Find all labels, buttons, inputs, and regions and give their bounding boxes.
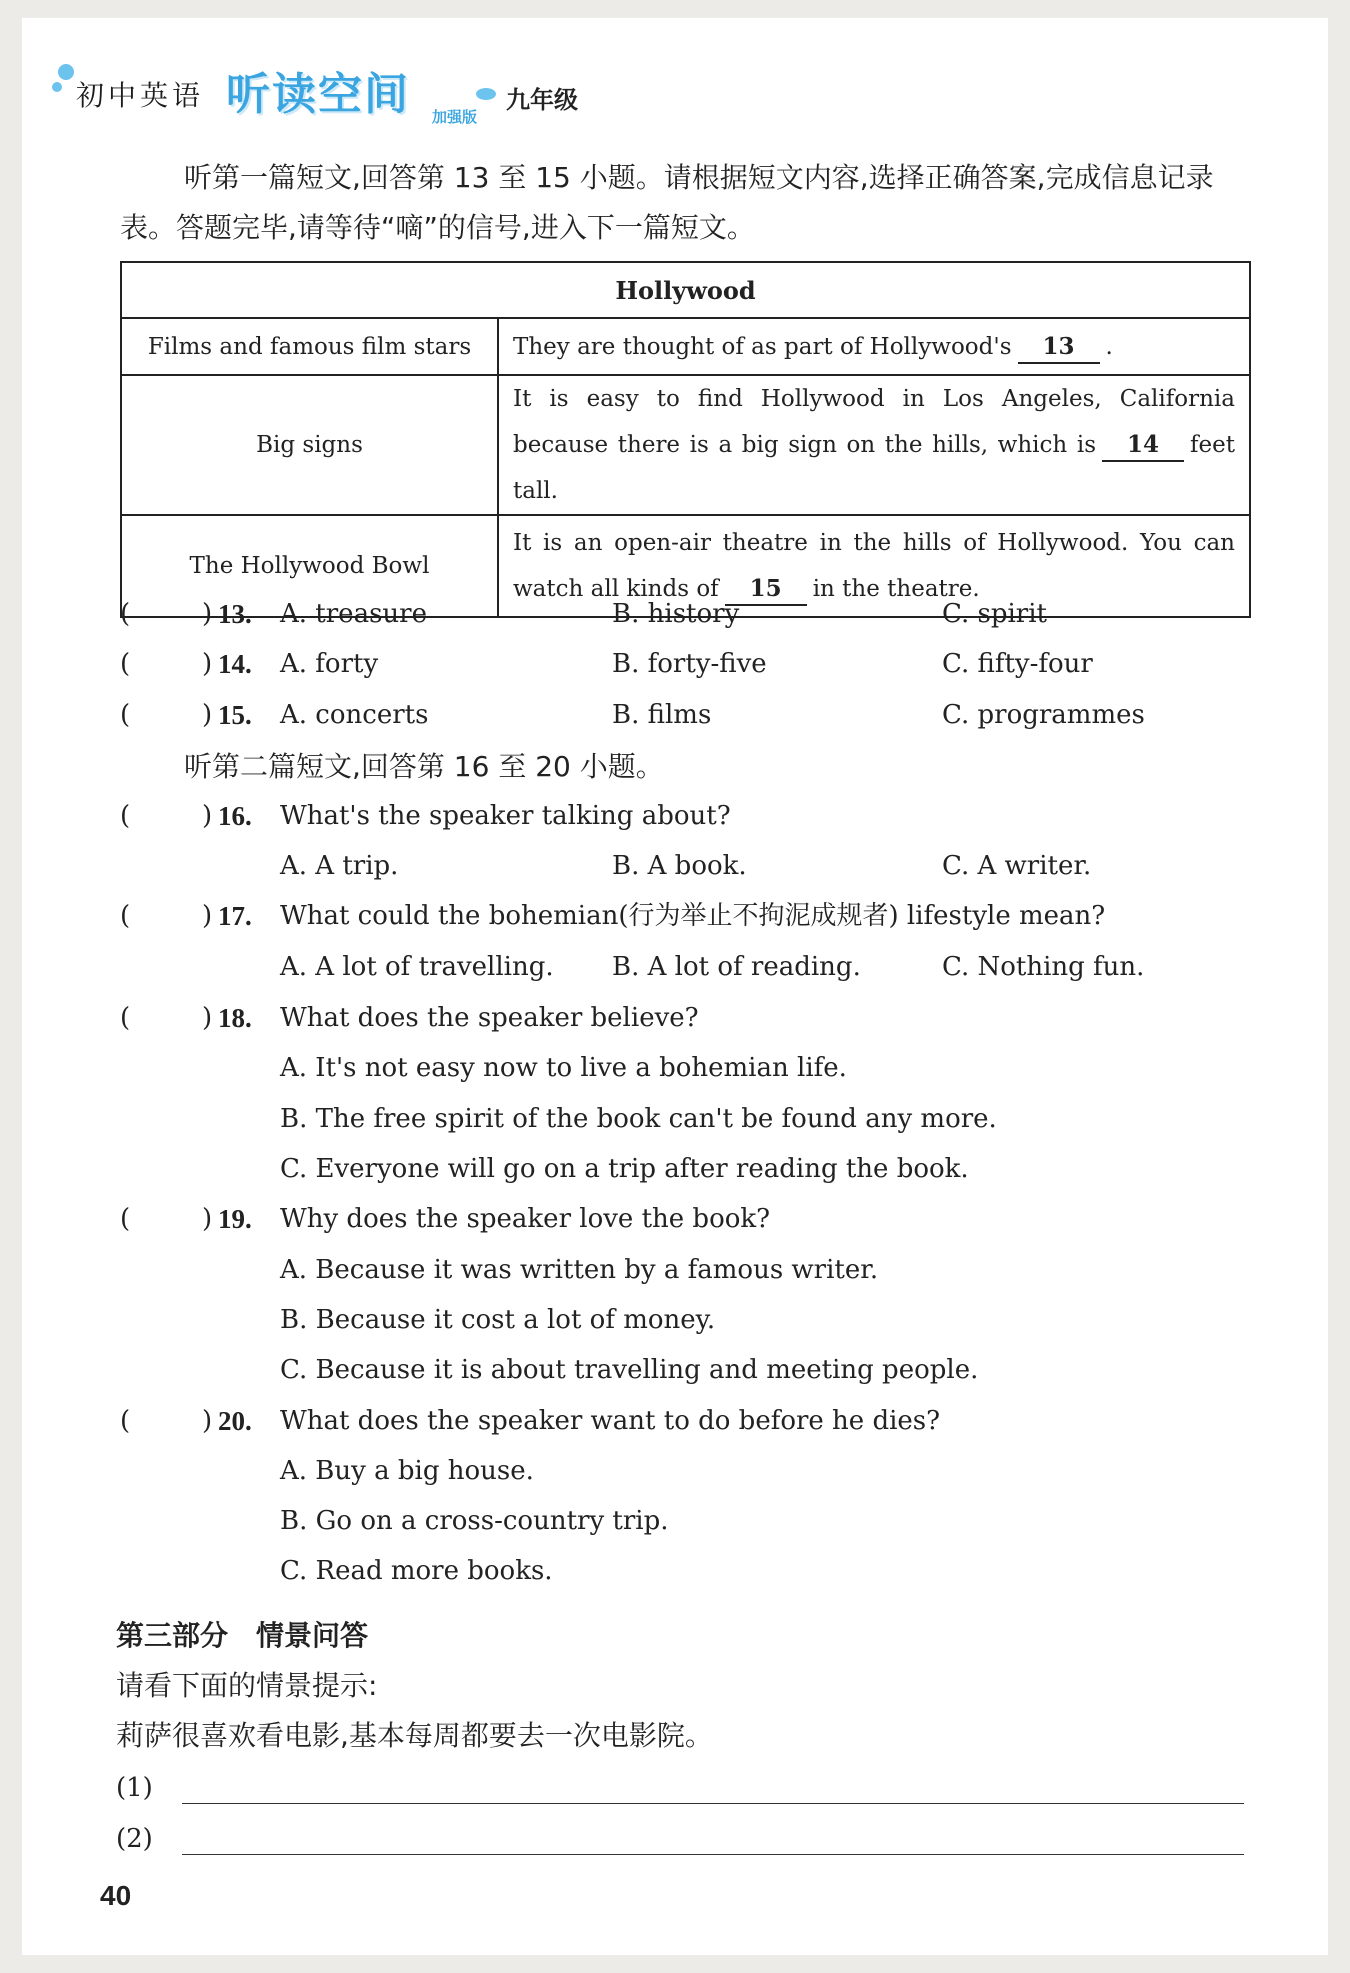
answer-label: (1) [116,1773,153,1803]
option-b[interactable]: B. A lot of reading. [612,952,861,982]
option-a[interactable]: A. treasure [280,599,427,629]
option-a[interactable]: A. Buy a big house. [280,1456,534,1486]
table-row-text: It is easy to find Hollywood in Los Angeles, California because there is a big sign on the hills, which is 14 feet tall. [498,375,1250,515]
question-stem: What's the speaker talking about? [280,801,731,831]
question-number: 20. [218,1406,252,1436]
question-number: 14. [218,649,252,679]
table-row-text: It is an open-air theatre in the hills of Hollywood. You can watch all kinds of 15 in the theatre. [498,515,1250,617]
part1-instructions: 听第一篇短文,回答第 13 至 15 小题。请根据短文内容,选择正确答案,完成信息记录表。答题完毕,请等待“嘀”的信号,进入下一篇短文。 [120,161,1214,244]
answer-slot-open[interactable]: ( [120,599,131,629]
answer-line-2[interactable] [116,1817,1244,1861]
option-a[interactable]: A. It's not easy now to live a bohemian life. [280,1053,847,1083]
decor-dot-icon [58,64,74,80]
answer-underline[interactable] [182,1854,1244,1855]
option-b[interactable]: B. films [612,700,712,730]
question-number: 18. [218,1003,252,1033]
option-c[interactable]: C. Because it is about travelling and meeting people. [280,1355,979,1385]
answer-slot-open[interactable]: ( [120,1003,131,1033]
hollywood-info-table [120,261,1251,618]
option-b[interactable]: B. A book. [612,851,747,881]
answer-slot-open[interactable]: ( [120,700,131,730]
decor-dot-icon [52,82,62,92]
answer-label: (2) [116,1824,153,1854]
option-c[interactable]: C. fifty-four [942,649,1093,679]
question-number: 16. [218,801,252,831]
question-number: 13. [218,599,252,629]
table-title: Hollywood [121,262,1250,318]
answer-blank-13[interactable]: 13 [1018,332,1100,364]
part3-scenario: 莉萨很喜欢看电影,基本每周都要去一次电影院。 [116,1719,713,1752]
answer-underline[interactable] [182,1803,1244,1804]
decor-dot-icon [476,88,496,100]
answer-line-1[interactable] [116,1766,1244,1810]
option-b[interactable]: B. The free spirit of the book can't be found any more. [280,1104,997,1134]
answer-blank-14[interactable]: 14 [1102,430,1184,462]
answer-blank-15[interactable]: 15 [725,574,807,606]
table-row-text: They are thought of as part of Hollywood's 13 . [498,318,1250,375]
option-c[interactable]: C. Read more books. [280,1556,553,1586]
table-row-label: The Hollywood Bowl [121,515,498,617]
question-number: 19. [218,1204,252,1234]
option-b[interactable]: B. forty-five [612,649,767,679]
question-number: 15. [218,700,252,730]
answer-slot-open[interactable]: ( [120,1204,131,1234]
option-c[interactable]: C. programmes [942,700,1145,730]
part3-prompt: 请看下面的情景提示: [116,1669,378,1702]
option-a[interactable]: A. concerts [280,700,429,730]
part2-instructions: 听第二篇短文,回答第 16 至 20 小题。 [184,750,664,783]
option-a[interactable]: A. A trip. [280,851,399,881]
page-number: 40 [100,1880,132,1911]
option-a[interactable]: A. forty [280,649,379,679]
option-c[interactable]: C. Everyone will go on a trip after reading the book. [280,1154,969,1184]
answer-slot-open[interactable]: ( [120,649,131,679]
answer-slot-open[interactable]: ( [120,801,131,831]
question-stem: Why does the speaker love the book? [280,1204,771,1234]
option-a[interactable]: A. A lot of travelling. [280,952,554,982]
header-brand: 初中英语 [76,79,205,112]
option-c[interactable]: C. A writer. [942,851,1092,881]
answer-slot-open[interactable]: ( [120,1406,131,1436]
answer-slot-open[interactable]: ( [120,901,131,931]
option-a[interactable]: A. Because it was written by a famous writer. [280,1255,879,1285]
header-subtitle: 加强版 [432,108,478,126]
header-logo: 听读空间 [226,69,410,120]
table-row-label: Big signs [121,375,498,515]
option-b[interactable]: B. Because it cost a lot of money. [280,1305,716,1335]
option-c[interactable]: C. Nothing fun. [942,952,1145,982]
question-stem: What could the bohemian(行为举止不拘泥成规者) lifestyle mean? [280,901,1106,931]
question-number: 17. [218,901,252,931]
option-b[interactable]: B. history [612,599,740,629]
question-stem: What does the speaker believe? [280,1003,699,1033]
question-stem: What does the speaker want to do before he dies? [280,1406,941,1436]
part3-heading: 第三部分 情景问答 [116,1619,369,1652]
table-row-label: Films and famous film stars [121,318,498,375]
option-b[interactable]: B. Go on a cross-country trip. [280,1506,669,1536]
header-grade: 九年级 [506,86,578,114]
option-c[interactable]: C. spirit [942,599,1047,629]
